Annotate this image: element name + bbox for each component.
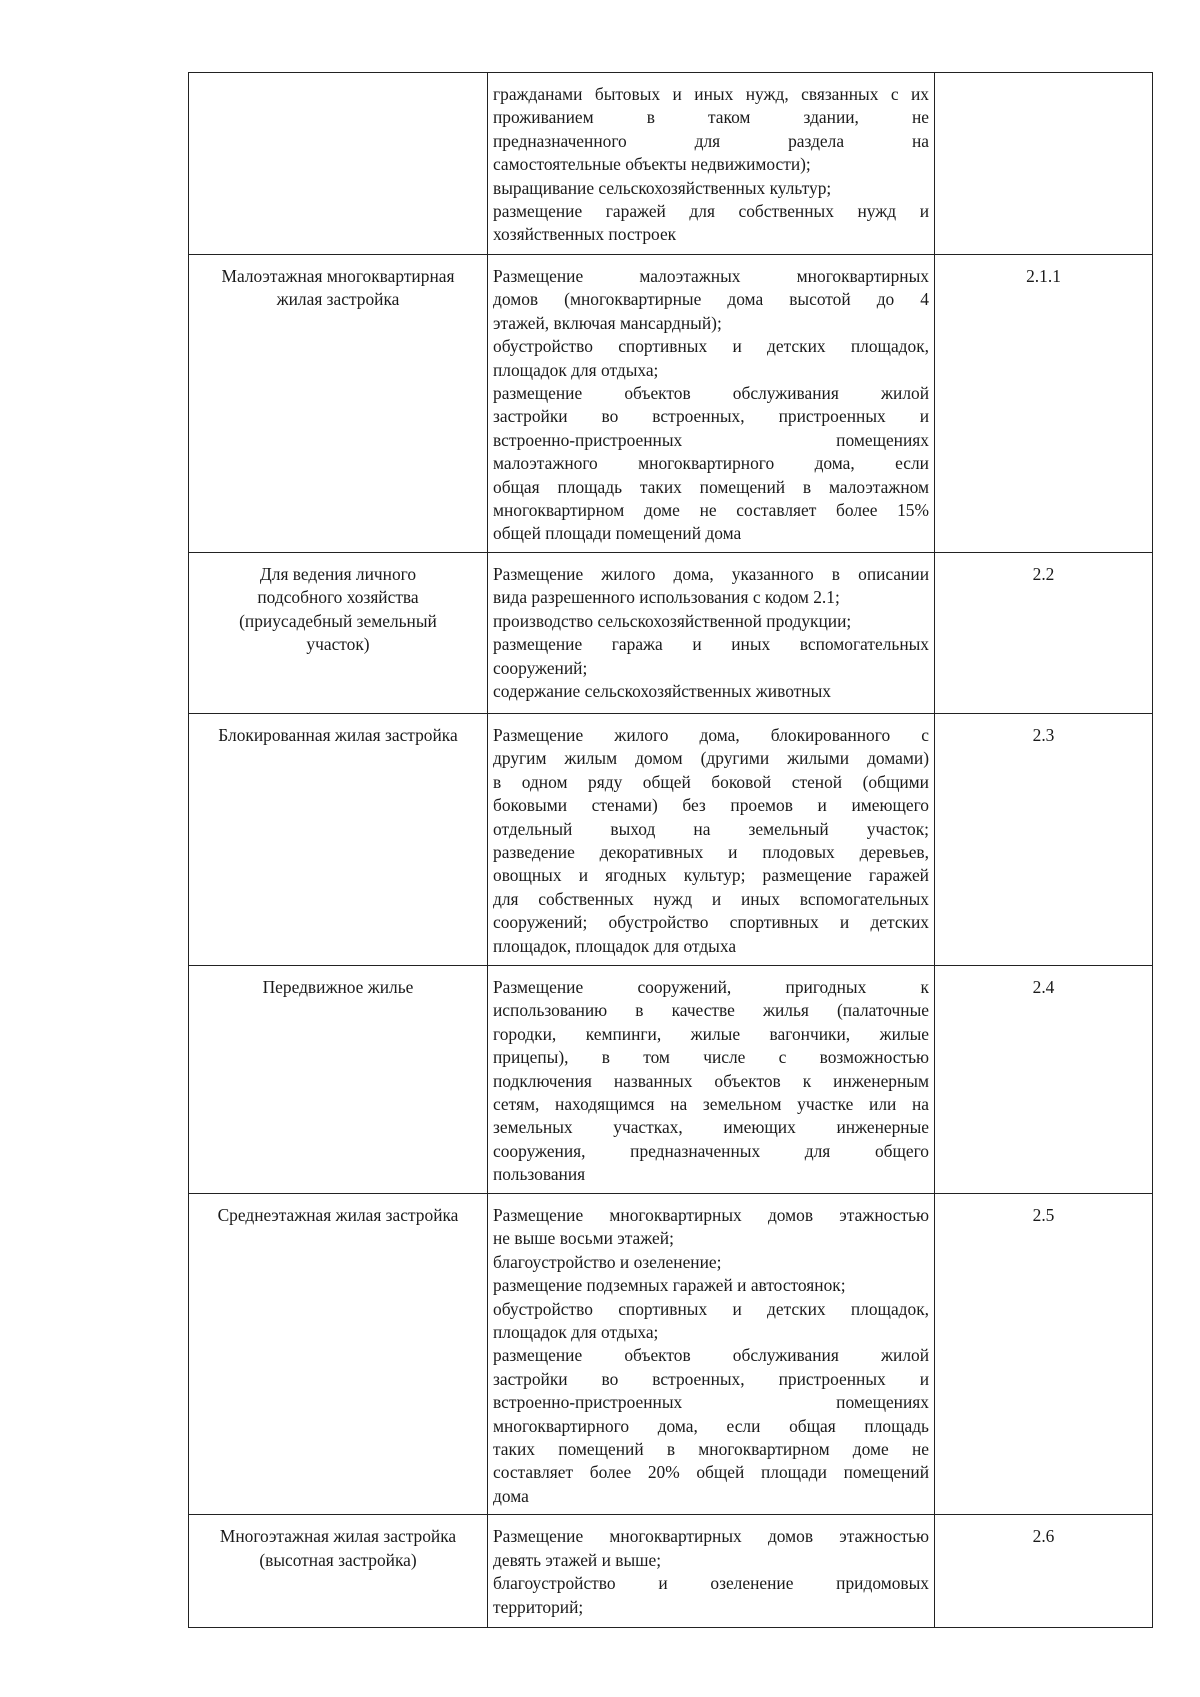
land-use-description-line: девять этажей и выше; bbox=[493, 1549, 662, 1570]
land-use-description-line: Размещение жилого дома, блокированного с bbox=[493, 725, 929, 745]
land-use-name-line: подсобного хозяйства bbox=[257, 587, 419, 608]
land-use-description-line: хозяйственных построек bbox=[493, 224, 677, 245]
land-use-description-line: прицепы), в том числе с возможностью bbox=[493, 1047, 929, 1068]
land-use-description-cell bbox=[488, 73, 935, 255]
land-use-description-line: благоустройство и озеленение придомовых bbox=[493, 1573, 929, 1594]
land-use-description-line: Размещение многоквартирных домов этажностью bbox=[493, 1205, 929, 1225]
land-use-description-line: малоэтажного многоквартирного дома, если bbox=[493, 453, 929, 474]
land-use-code: 2.4 bbox=[1032, 977, 1055, 997]
land-use-description-line: размещение объектов обслуживания жилой bbox=[493, 383, 929, 404]
land-use-code-cell bbox=[935, 1515, 1153, 1628]
land-use-description-line: площадок для отдыха; bbox=[493, 1322, 659, 1343]
land-use-description-line: боковыми стенами) без проемов и имеющего bbox=[493, 795, 929, 816]
land-use-description-line: многоквартирного дома, если общая площадь bbox=[493, 1415, 929, 1436]
land-use-description-line: размещение подземных гаражей и автостоянок; bbox=[493, 1275, 846, 1296]
land-use-code: 2.6 bbox=[1032, 1526, 1055, 1547]
land-use-description-line: городки, кемпинги, жилые вагончики, жилые bbox=[493, 1023, 929, 1044]
land-use-description-cell bbox=[488, 1194, 935, 1515]
land-use-description-line: общей площади помещений дома bbox=[493, 523, 742, 544]
land-use-code-cell bbox=[935, 255, 1153, 553]
land-use-description-line: содержание сельскохозяйственных животных bbox=[493, 681, 831, 702]
land-use-name-line: жилая застройка bbox=[276, 289, 400, 310]
land-use-description-line: разведение декоративных и плодовых деревьев, bbox=[493, 842, 929, 863]
land-use-description-line: площадок, площадок для отдыха bbox=[493, 935, 737, 956]
land-use-description-line: сооружений; обустройство спортивных и детских bbox=[493, 912, 929, 933]
land-use-description-line: благоустройство и озеленение; bbox=[493, 1251, 722, 1272]
land-use-description-line: Размещение сооружений, пригодных к bbox=[493, 977, 929, 997]
land-use-description-line: производство сельскохозяйственной продукции; bbox=[493, 610, 852, 631]
land-use-code: 2.1.1 bbox=[1026, 266, 1061, 286]
land-use-name-line: Малоэтажная многоквартирная bbox=[221, 266, 455, 286]
land-use-description-line: этажей, включая мансардный); bbox=[493, 312, 722, 333]
land-use-name-line: Среднеэтажная жилая застройка bbox=[217, 1205, 459, 1225]
land-use-name-line: Многоэтажная жилая застройка bbox=[219, 1526, 457, 1547]
land-use-description-line: территорий; bbox=[493, 1596, 584, 1617]
land-use-description-line: таких помещений в многоквартирном доме не bbox=[493, 1439, 929, 1460]
land-use-description-line: для собственных нужд и иных вспомогательных bbox=[493, 888, 929, 909]
land-use-description-line: многоквартирном доме не составляет более 15% bbox=[493, 500, 929, 521]
land-use-description-cell bbox=[488, 714, 935, 966]
land-use-name-cell bbox=[189, 1194, 488, 1515]
land-use-description-line: в одном ряду общей боковой стеной (общими bbox=[493, 771, 929, 792]
land-use-name-line: Передвижное жилье bbox=[262, 977, 414, 997]
land-use-description-line: гражданами бытовых и иных нужд, связанных с их bbox=[493, 84, 929, 104]
land-use-name-cell bbox=[189, 1515, 488, 1628]
land-use-description-line: застройки во встроенных, пристроенных и bbox=[493, 1368, 929, 1389]
table-row bbox=[189, 966, 1153, 1194]
land-use-name-cell bbox=[189, 553, 488, 714]
land-use-description-cell bbox=[488, 553, 935, 714]
table-row bbox=[189, 714, 1153, 966]
land-use-description-line: Размещение малоэтажных многоквартирных bbox=[493, 266, 929, 286]
land-use-description-line: сетям, находящимся на земельном участке или на bbox=[493, 1094, 929, 1115]
land-use-code-cell bbox=[935, 73, 1153, 255]
land-use-description-line: общая площадь таких помещений в малоэтажном bbox=[493, 476, 929, 497]
land-use-code-cell bbox=[935, 553, 1153, 714]
land-use-code-cell bbox=[935, 1194, 1153, 1515]
land-use-description-line: отдельный выход на земельный участок; bbox=[493, 818, 929, 839]
land-use-code: 2.3 bbox=[1032, 725, 1055, 745]
land-use-description-line: подключения названных объектов к инженерным bbox=[493, 1070, 929, 1091]
land-use-description-line: размещение объектов обслуживания жилой bbox=[493, 1345, 929, 1366]
land-use-description-cell bbox=[488, 966, 935, 1194]
land-use-code-cell bbox=[935, 966, 1153, 1194]
land-use-description-line: составляет более 20% общей площади помещений bbox=[493, 1462, 929, 1483]
land-use-description-line: самостоятельные объекты недвижимости); bbox=[493, 154, 811, 175]
table-row bbox=[189, 255, 1153, 553]
land-use-description-line: застройки во встроенных, пристроенных и bbox=[493, 406, 929, 427]
land-use-name-line: участок) bbox=[306, 634, 370, 655]
land-use-description-line: Размещение жилого дома, указанного в описании bbox=[493, 564, 929, 584]
land-use-code-cell bbox=[935, 714, 1153, 966]
land-use-description-line: размещение гаражей для собственных нужд и bbox=[493, 201, 929, 222]
land-use-description-line: домов (многоквартирные дома высотой до 4 bbox=[493, 289, 929, 310]
land-use-description-line: размещение гаража и иных вспомогательных bbox=[493, 634, 929, 655]
land-use-table bbox=[188, 72, 1153, 1628]
table-row bbox=[189, 1194, 1153, 1515]
land-use-description-line: площадок для отдыха; bbox=[493, 359, 659, 380]
land-use-description-line: сооружения, предназначенных для общего bbox=[493, 1140, 929, 1161]
land-use-description-line: овощных и ягодных культур; размещение гаражей bbox=[493, 865, 929, 886]
land-use-description-line: проживанием в таком здании, не bbox=[493, 107, 929, 128]
land-use-description-line: Размещение многоквартирных домов этажностью bbox=[493, 1526, 929, 1547]
land-use-description-line: выращивание сельскохозяйственных культур; bbox=[493, 177, 832, 198]
land-use-description-cell bbox=[488, 1515, 935, 1628]
land-use-code: 2.2 bbox=[1032, 564, 1055, 584]
land-use-name-cell bbox=[189, 714, 488, 966]
land-use-description-line: дома bbox=[493, 1485, 529, 1506]
land-use-name-line: (высотная застройка) bbox=[259, 1549, 417, 1570]
table-row bbox=[189, 1515, 1153, 1628]
land-use-name-line: Для ведения личного bbox=[259, 564, 417, 584]
land-use-name-line: Блокированная жилая застройка bbox=[218, 725, 458, 745]
land-use-description-line: пользования bbox=[493, 1164, 586, 1185]
land-use-name-cell bbox=[189, 255, 488, 553]
land-use-name-cell bbox=[189, 73, 488, 255]
table-row bbox=[189, 73, 1153, 255]
land-use-description-line: обустройство спортивных и детских площадок, bbox=[493, 336, 929, 357]
land-use-description-line: использованию в качестве жилья (палаточные bbox=[493, 1000, 929, 1021]
land-use-description-line: вида разрешенного использования с кодом 2.1; bbox=[493, 587, 840, 608]
land-use-description-line: предназначенного для раздела на bbox=[493, 130, 929, 151]
land-use-name-cell bbox=[189, 966, 488, 1194]
land-use-description-line: встроенно-пристроенных помещениях bbox=[493, 429, 929, 450]
land-use-description-line: сооружений; bbox=[493, 657, 588, 678]
land-use-name-line: (приусадебный земельный bbox=[239, 610, 437, 631]
land-use-description-line: обустройство спортивных и детских площадок, bbox=[493, 1298, 929, 1319]
land-use-description-line: не выше восьми этажей; bbox=[493, 1228, 674, 1249]
land-use-description-line: встроенно-пристроенных помещениях bbox=[493, 1392, 929, 1413]
table-body bbox=[189, 73, 1153, 1628]
table-row bbox=[189, 553, 1153, 714]
land-use-description-line: земельных участках, имеющих инженерные bbox=[493, 1117, 929, 1138]
land-use-description-line: другим жилым домом (другими жилыми домами) bbox=[493, 748, 929, 769]
land-use-code: 2.5 bbox=[1032, 1205, 1055, 1225]
land-use-description-cell bbox=[488, 255, 935, 553]
